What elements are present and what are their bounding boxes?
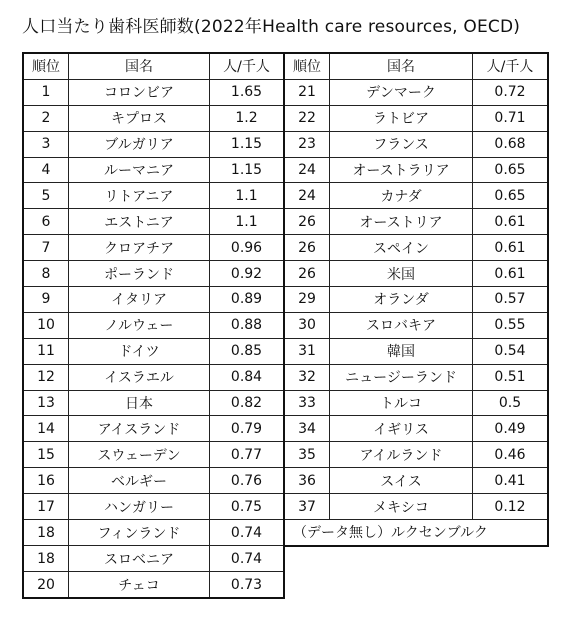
value-cell: 0.61	[473, 261, 549, 287]
rank-cell: 20	[23, 572, 69, 598]
rank-cell: 35	[284, 442, 330, 468]
value-cell: 0.79	[210, 416, 285, 442]
country-cell: ハンガリー	[69, 494, 210, 520]
value-cell: 0.61	[473, 209, 549, 235]
value-cell: 0.96	[210, 235, 285, 261]
rank-cell: 10	[23, 312, 69, 338]
rank-cell: 24	[284, 183, 330, 209]
rank-cell: 18	[23, 546, 69, 572]
country-cell: リトアニア	[69, 183, 210, 209]
rank-cell: 8	[23, 261, 69, 287]
table-row	[23, 105, 548, 131]
header-country: 国名	[330, 53, 473, 79]
header-value: 人/千人	[473, 53, 549, 79]
value-cell: 0.61	[473, 235, 549, 261]
country-cell: キプロス	[69, 105, 210, 131]
rank-cell: 12	[23, 364, 69, 390]
value-cell: 0.46	[473, 442, 549, 468]
table-row	[23, 235, 548, 261]
rank-cell: 14	[23, 416, 69, 442]
value-cell: 0.82	[210, 390, 285, 416]
rank-cell: 15	[23, 442, 69, 468]
rank-cell: 26	[284, 261, 330, 287]
rank-cell: 34	[284, 416, 330, 442]
table-row	[23, 157, 548, 183]
rank-cell: 26	[284, 235, 330, 261]
country-cell: ルーマニア	[69, 157, 210, 183]
rank-cell: 11	[23, 338, 69, 364]
table-row	[23, 261, 548, 287]
value-cell: 0.89	[210, 287, 285, 313]
table-row	[23, 209, 548, 235]
table-row	[23, 364, 548, 390]
country-cell: チェコ	[69, 572, 210, 598]
rank-cell: 33	[284, 390, 330, 416]
rank-cell: 5	[23, 183, 69, 209]
header-rank: 順位	[23, 53, 69, 79]
country-cell: ポーランド	[69, 261, 210, 287]
country-cell: ノルウェー	[69, 312, 210, 338]
value-cell: 0.92	[210, 261, 285, 287]
rank-cell: 32	[284, 364, 330, 390]
empty-area	[284, 546, 548, 572]
rank-cell: 3	[23, 131, 69, 157]
value-cell: 0.85	[210, 338, 285, 364]
value-cell: 0.51	[473, 364, 549, 390]
value-cell: 0.12	[473, 494, 549, 520]
dentist-ranking-table	[22, 52, 549, 599]
value-cell: 0.74	[210, 520, 285, 546]
country-cell: スロバキア	[330, 312, 473, 338]
country-cell: フランス	[330, 131, 473, 157]
value-cell: 1.15	[210, 131, 285, 157]
value-cell: 0.41	[473, 468, 549, 494]
country-cell: ニュージーランド	[330, 364, 473, 390]
rank-cell: 37	[284, 494, 330, 520]
value-cell: 0.68	[473, 131, 549, 157]
value-cell: 0.5	[473, 390, 549, 416]
rank-cell: 4	[23, 157, 69, 183]
country-cell: アイスランド	[69, 416, 210, 442]
value-cell: 1.15	[210, 157, 285, 183]
value-cell: 1.2	[210, 105, 285, 131]
country-cell: 韓国	[330, 338, 473, 364]
value-cell: 0.71	[473, 105, 549, 131]
country-cell: スペイン	[330, 235, 473, 261]
rank-cell: 7	[23, 235, 69, 261]
header-country: 国名	[69, 53, 210, 79]
value-cell: 0.57	[473, 287, 549, 313]
rank-cell: 24	[284, 157, 330, 183]
rank-cell: 36	[284, 468, 330, 494]
value-cell: 1.1	[210, 183, 285, 209]
empty-area	[284, 572, 548, 598]
rank-cell: 13	[23, 390, 69, 416]
value-cell: 0.49	[473, 416, 549, 442]
rank-cell: 29	[284, 287, 330, 313]
value-cell: 1.65	[210, 79, 285, 105]
country-cell: イスラエル	[69, 364, 210, 390]
country-cell: スイス	[330, 468, 473, 494]
rank-cell: 9	[23, 287, 69, 313]
country-cell: エストニア	[69, 209, 210, 235]
table-row	[23, 520, 548, 546]
country-cell: フィンランド	[69, 520, 210, 546]
table-row	[23, 183, 548, 209]
value-cell: 0.65	[473, 157, 549, 183]
table-row	[23, 312, 548, 338]
page-title: 人口当たり歯科医師数(2022年Health care resources, OECD)	[22, 17, 521, 37]
country-cell: 米国	[330, 261, 473, 287]
value-cell: 0.84	[210, 364, 285, 390]
value-cell: 0.74	[210, 546, 285, 572]
value-cell: 0.77	[210, 442, 285, 468]
country-cell: イギリス	[330, 416, 473, 442]
header-value: 人/千人	[210, 53, 285, 79]
no-data-note: （データ無し）ルクセンブルク	[284, 520, 548, 546]
table-row	[23, 79, 548, 105]
country-cell: オランダ	[330, 287, 473, 313]
value-cell: 0.88	[210, 312, 285, 338]
country-cell: オーストラリア	[330, 157, 473, 183]
table-row	[23, 572, 548, 598]
table-row	[23, 390, 548, 416]
table-row	[23, 131, 548, 157]
country-cell: イタリア	[69, 287, 210, 313]
country-cell: メキシコ	[330, 494, 473, 520]
country-cell: スウェーデン	[69, 442, 210, 468]
rank-cell: 18	[23, 520, 69, 546]
rank-cell: 2	[23, 105, 69, 131]
value-cell: 0.73	[210, 572, 285, 598]
rank-cell: 21	[284, 79, 330, 105]
rank-cell: 6	[23, 209, 69, 235]
rank-cell: 31	[284, 338, 330, 364]
country-cell: ドイツ	[69, 338, 210, 364]
value-cell: 0.75	[210, 494, 285, 520]
rank-cell: 30	[284, 312, 330, 338]
country-cell: コロンビア	[69, 79, 210, 105]
value-cell: 0.72	[473, 79, 549, 105]
rank-cell: 23	[284, 131, 330, 157]
country-cell: アイルランド	[330, 442, 473, 468]
country-cell: スロベニア	[69, 546, 210, 572]
value-cell: 1.1	[210, 209, 285, 235]
country-cell: ラトビア	[330, 105, 473, 131]
value-cell: 0.55	[473, 312, 549, 338]
rank-cell: 26	[284, 209, 330, 235]
table-row	[23, 546, 548, 572]
value-cell: 0.54	[473, 338, 549, 364]
header-rank: 順位	[284, 53, 330, 79]
table-row	[23, 338, 548, 364]
value-cell: 0.76	[210, 468, 285, 494]
table-row	[23, 442, 548, 468]
table-row	[23, 287, 548, 313]
country-cell: オーストリア	[330, 209, 473, 235]
country-cell: ブルガリア	[69, 131, 210, 157]
rank-cell: 16	[23, 468, 69, 494]
country-cell: クロアチア	[69, 235, 210, 261]
country-cell: ベルギー	[69, 468, 210, 494]
rank-cell: 22	[284, 105, 330, 131]
rank-cell: 17	[23, 494, 69, 520]
table-row	[23, 468, 548, 494]
table-row	[23, 494, 548, 520]
country-cell: トルコ	[330, 390, 473, 416]
table-row	[23, 416, 548, 442]
country-cell: デンマーク	[330, 79, 473, 105]
country-cell: カナダ	[330, 183, 473, 209]
country-cell: 日本	[69, 390, 210, 416]
header-row	[23, 53, 548, 79]
rank-cell: 1	[23, 79, 69, 105]
value-cell: 0.65	[473, 183, 549, 209]
